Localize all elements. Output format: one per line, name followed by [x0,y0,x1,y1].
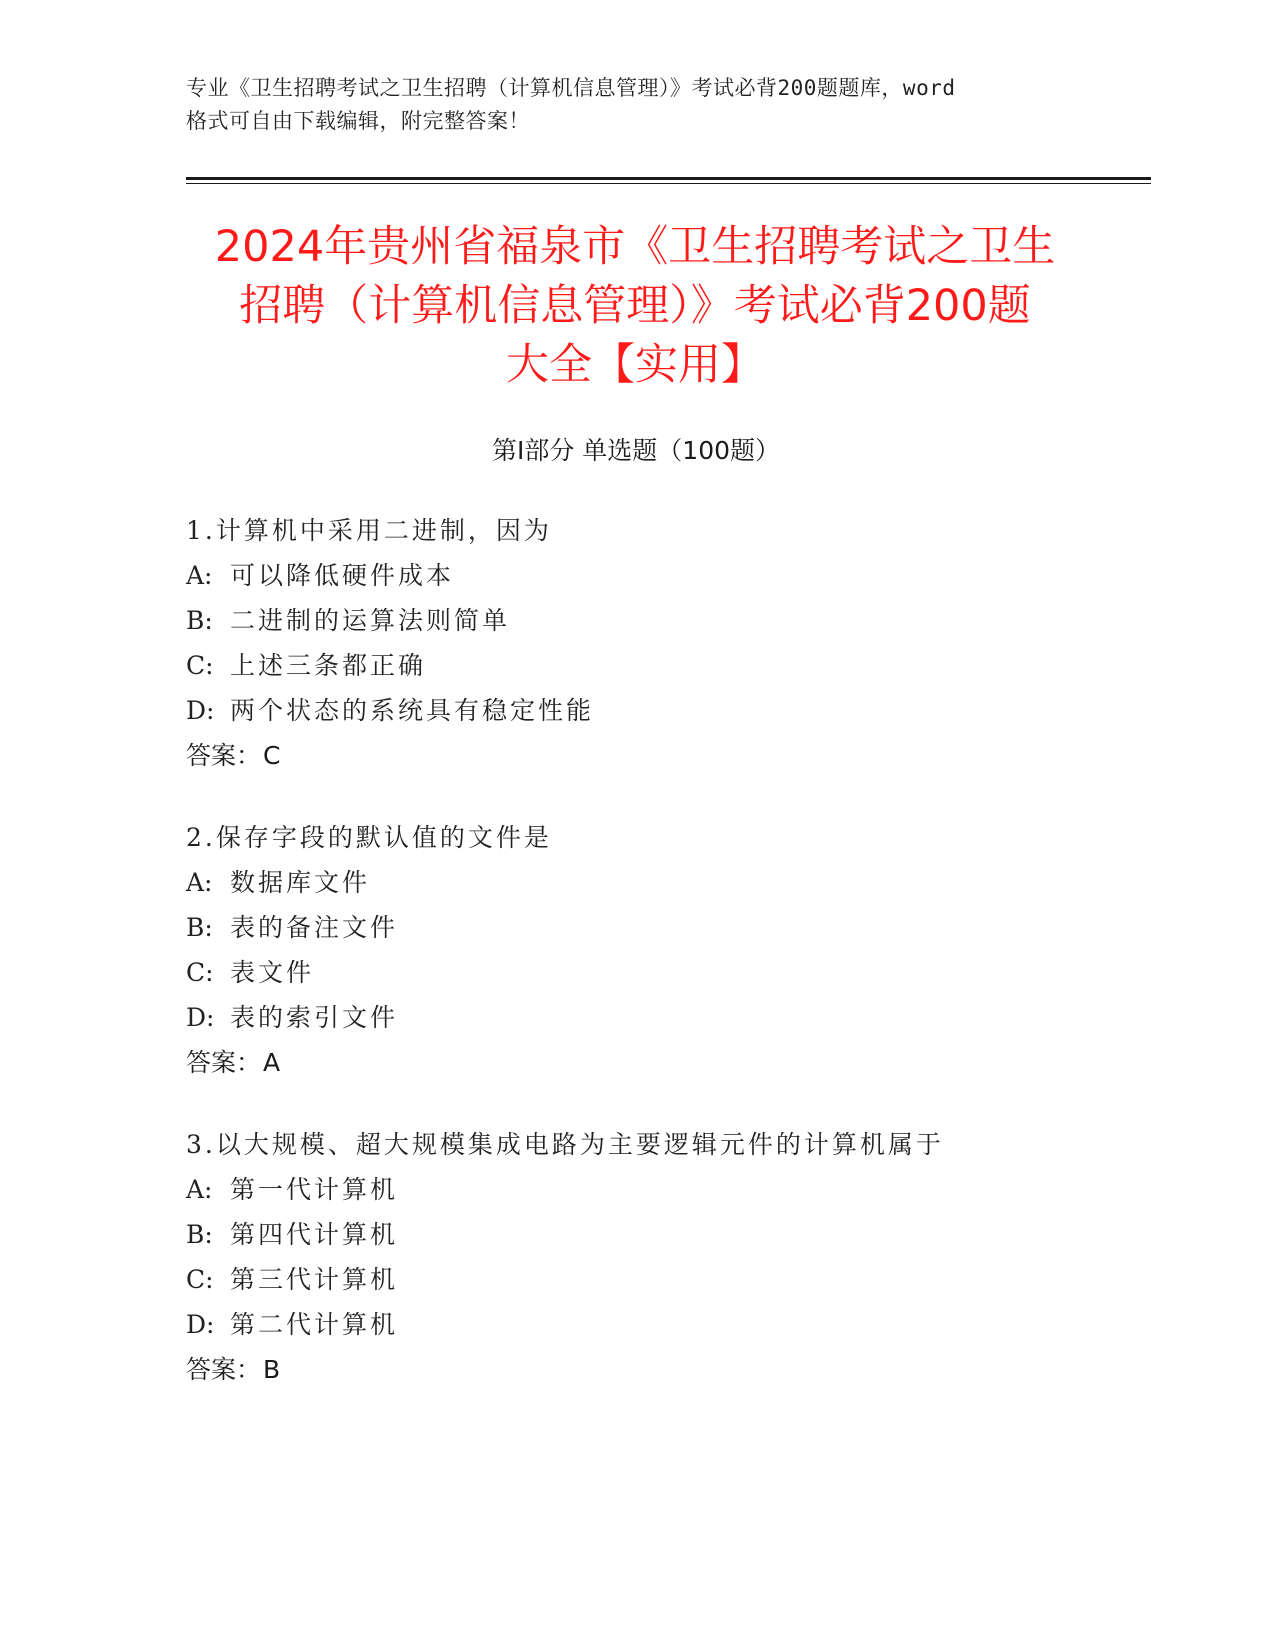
answer-label: 答案： [186,1355,262,1384]
option-d [186,1302,1086,1347]
option-a [186,553,1086,598]
header-divider-thin [186,183,1151,184]
answer-line [186,1040,1086,1085]
option-key: D: [186,1310,215,1339]
option-c [186,643,1086,688]
option-key: C: [186,651,214,680]
option-key: A: [186,561,213,590]
answer-label: 答案： [186,1048,262,1077]
document-title-line-2: 招聘（计算机信息管理）》考试必背200题 [239,281,1031,331]
answer-value: A [263,1048,281,1077]
option-key: A: [186,1175,213,1204]
document-title [160,218,1110,395]
option-key: A: [186,868,213,897]
answer-label: 答案： [186,741,262,770]
option-text: 第二代计算机 [230,1310,399,1339]
answer-value: C [263,741,281,770]
header-note-line-2: 格式可自由下载编辑，附完整答案！ [186,109,530,133]
option-text: 数据库文件 [230,868,371,897]
answer-value: B [263,1355,281,1384]
option-text: 第四代计算机 [230,1220,399,1249]
option-a [186,1167,1086,1212]
option-key: D: [186,696,215,725]
option-text: 第三代计算机 [230,1265,399,1294]
option-key: D: [186,1003,215,1032]
option-c [186,950,1086,995]
option-text: 上述三条都正确 [230,651,427,680]
question-3 [186,1122,1086,1392]
option-c [186,1257,1086,1302]
option-text: 二进制的运算法则简单 [230,606,511,635]
option-text: 表的备注文件 [230,913,399,942]
option-text: 两个状态的系统具有稳定性能 [230,696,595,725]
option-text: 第一代计算机 [230,1175,399,1204]
option-key: C: [186,958,214,987]
option-d [186,688,1086,733]
option-key: B: [186,913,213,942]
option-text: 表的索引文件 [230,1003,399,1032]
option-text: 表文件 [230,958,315,987]
option-text: 可以降低硬件成本 [230,561,455,590]
answer-line [186,733,1086,778]
document-title-line-3: 大全【实用】 [506,340,764,390]
option-b [186,598,1086,643]
question-stem: 1.计算机中采用二进制，因为 [186,516,552,545]
header-note-line-1: 专业《卫生招聘考试之卫生招聘（计算机信息管理）》考试必背200题题库，word [186,76,956,100]
section-heading: 第Ⅰ部分 单选题（100题） [491,436,781,465]
answer-line [186,1347,1086,1392]
question-1 [186,508,1086,778]
question-stem: 2.保存字段的默认值的文件是 [186,823,552,852]
option-key: C: [186,1265,214,1294]
header-divider-thick [186,177,1151,180]
option-d [186,995,1086,1040]
header-note [186,72,1086,138]
option-key: B: [186,606,213,635]
option-b [186,1212,1086,1257]
document-title-line-1: 2024年贵州省福泉市《卫生招聘考试之卫生 [214,222,1056,272]
question-stem: 3.以大规模、超大规模集成电路为主要逻辑元件的计算机属于 [186,1130,944,1159]
option-key: B: [186,1220,213,1249]
question-2 [186,815,1086,1085]
option-b [186,905,1086,950]
option-a [186,860,1086,905]
